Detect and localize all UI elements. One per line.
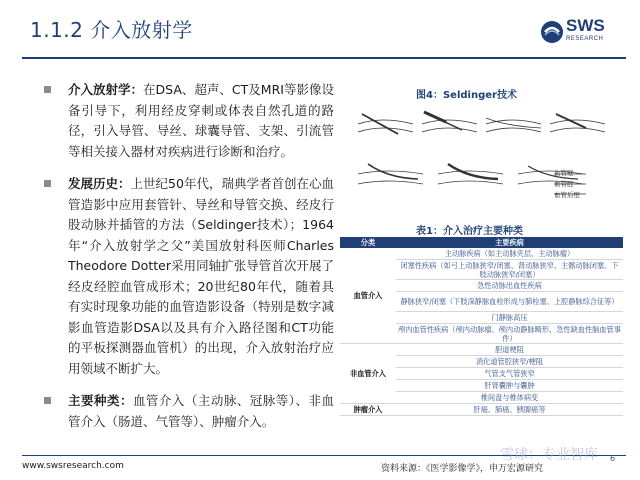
disease-cell: 肝肾囊肿与囊肿 bbox=[396, 380, 623, 392]
disease-cell: 闭塞性疾病（如弓上动脉狭窄/闭塞、肾动脉狭窄、主髂动脉闭塞、下肢动脉狭窄/闭塞） bbox=[396, 260, 623, 280]
bullet-text: 在DSA、超声、CT及MRI等影像设备引导下，利用经皮穿刺或体表自然孔道的路径，引入导管、导丝、球囊导管、支架、引流管等相关接入器材对疾病进行诊断和治疗。 bbox=[68, 82, 334, 159]
bullet-keyword: 主要种类： bbox=[68, 393, 133, 408]
legend-item: 血管后壁 bbox=[554, 191, 580, 199]
sws-logo bbox=[540, 14, 618, 50]
disease-cell: 门静脉高压 bbox=[396, 312, 623, 324]
bullet-keyword: 介入放射学： bbox=[68, 82, 144, 97]
bullet-keyword: 发展历史： bbox=[68, 176, 131, 191]
disease-cell: 静脉狭窄/闭塞（下肢深静脉血栓形成与肺栓塞、上腔静脉综合征等） bbox=[396, 292, 623, 312]
legend-item: 血管壁 bbox=[554, 169, 574, 177]
sws-logo-icon bbox=[540, 20, 564, 44]
figure-caption: 图4：Seldinger技术 bbox=[416, 90, 517, 101]
disease-cell: 气管支气管狭窄 bbox=[396, 368, 623, 380]
table-caption: 表1：介入治疗主要种类 bbox=[416, 226, 523, 237]
bullet-square-icon bbox=[44, 180, 51, 187]
logo-subtext: RESEARCH bbox=[566, 36, 604, 42]
disease-cell: 消化道管腔狭窄/梗阻 bbox=[396, 356, 623, 368]
bullet-text: 上世纪50年代，瑞典学者首创在心血管造影中应用套管针、导丝和导管交换、经皮行股动脉并插管的方法（Seldinger技术）；1964年“介入放射学之父”美国放射科医师Charles Theodore Dotter采用同轴扩张导管首次开展了经皮经腔血管成形术；20世纪80年代，随着具有实时现象功能的血管造影设备（特别是数字减影血管造影DSA以及具有介入路径图和CT功能的平板探测器血管机）的出现，介入放射治疗应用领域不断扩大。 bbox=[68, 176, 334, 376]
disease-cell: 胆道梗阻 bbox=[396, 344, 623, 356]
category-cell: 非血管介入 bbox=[340, 344, 396, 404]
category-cell: 肿瘤介入 bbox=[340, 404, 396, 416]
disease-cell: 主动脉疾病（如主动脉夹层、主动脉瘤） bbox=[396, 248, 623, 260]
disease-cell: 肝癌、肺癌、胰腺癌等 bbox=[396, 404, 623, 416]
bullet-text: 血管介入（主动脉、冠脉等）、非血管介入（肠道、气管等）、肿瘤介入。 bbox=[68, 393, 334, 429]
bullet-definition bbox=[44, 80, 334, 162]
bullet-list bbox=[44, 80, 334, 444]
figure-legend bbox=[554, 168, 580, 201]
bullet-history bbox=[44, 174, 334, 379]
footer-source: 资料来源：《医学影像学》，申万宏源研究 bbox=[381, 464, 544, 474]
header-rule bbox=[22, 57, 626, 59]
disease-cell: 急性动脉出血性疾病 bbox=[396, 280, 623, 292]
watermark: 雪球：专业智库 bbox=[500, 447, 598, 463]
footer-website: www.swsresearch.com bbox=[22, 461, 124, 471]
category-cell: 血管介入 bbox=[340, 248, 396, 344]
bullet-types bbox=[44, 391, 334, 432]
logo-text: SWS bbox=[566, 16, 605, 35]
legend-item: 血管腔 bbox=[554, 180, 574, 188]
table-header-disease: 主要疾病 bbox=[396, 237, 623, 248]
disease-cell: 椎间盘与椎体病变 bbox=[396, 392, 623, 404]
disease-cell: 颅内血管性疾病（颅内动脉瘤、颅内动静脉畸形、急性缺血性脑血管事件） bbox=[396, 324, 623, 344]
page-title: 1.1.2 介入放射学 bbox=[30, 18, 193, 42]
page-number: 6 bbox=[610, 454, 616, 463]
table-header-category: 分类 bbox=[340, 237, 396, 248]
bullet-square-icon bbox=[44, 397, 51, 404]
bullet-square-icon bbox=[44, 86, 51, 93]
treatment-types-table bbox=[340, 237, 623, 416]
seldinger-illustration bbox=[350, 100, 622, 212]
